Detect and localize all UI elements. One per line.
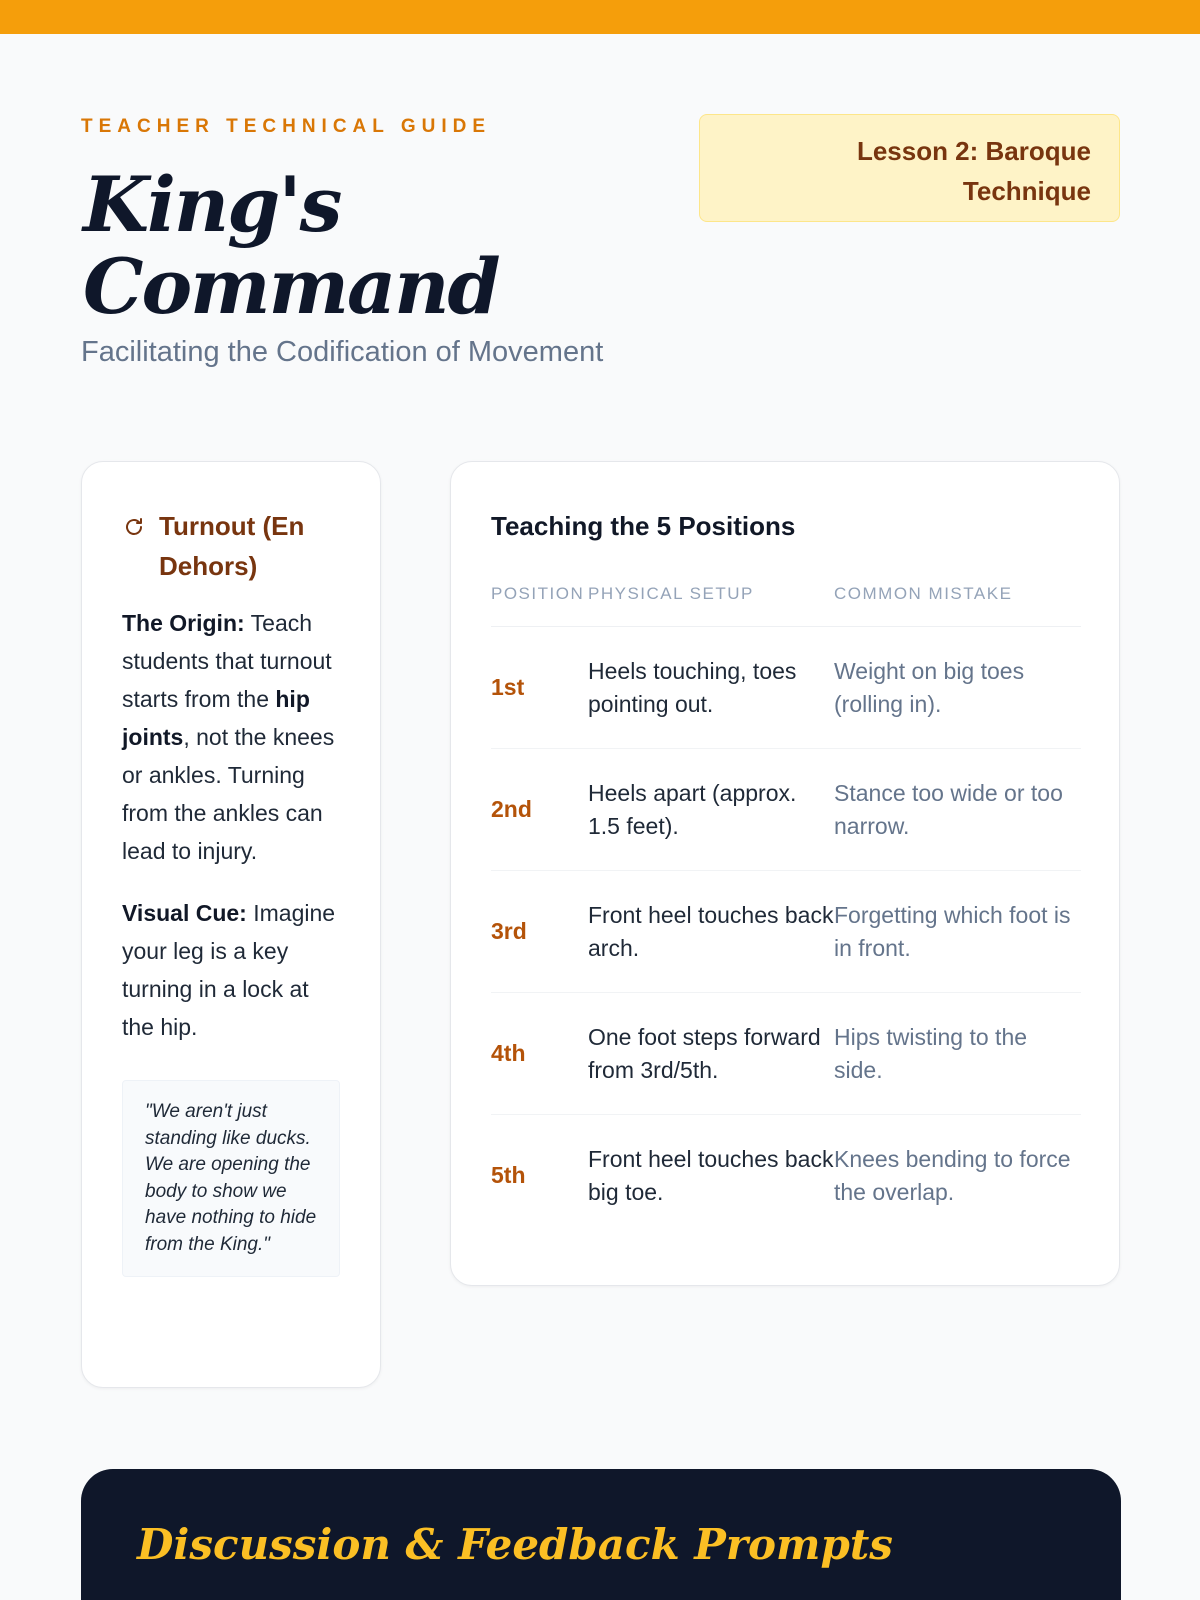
physical-setup: Front heel touches back arch. bbox=[588, 871, 834, 993]
visual-cue-paragraph bbox=[122, 894, 340, 1046]
visual-cue-label: Visual Cue: bbox=[122, 900, 247, 926]
page-subtitle: Facilitating the Codification of Movement bbox=[81, 336, 604, 368]
page-title: King's Command bbox=[83, 160, 499, 331]
common-mistake: Stance too wide or too narrow. bbox=[834, 749, 1081, 871]
table-header-row bbox=[491, 574, 1081, 627]
top-accent-bar bbox=[0, 0, 1200, 34]
position-number: 1st bbox=[491, 627, 588, 749]
discussion-prompts-title: Discussion & Feedback Prompts bbox=[137, 1520, 893, 1569]
table-row bbox=[491, 749, 1081, 871]
turnout-card-header bbox=[122, 506, 340, 586]
positions-card-title: Teaching the 5 Positions bbox=[491, 511, 796, 541]
common-mistake: Knees bending to force the overlap. bbox=[834, 1145, 1071, 1205]
column-header-setup: PHYSICAL SETUP bbox=[588, 574, 834, 627]
common-mistake: Forgetting which foot is in front. bbox=[834, 871, 1081, 993]
table-row bbox=[491, 993, 1081, 1115]
physical-setup: One foot steps forward from 3rd/5th. bbox=[588, 993, 834, 1115]
column-header-mistake: COMMON MISTAKE bbox=[834, 574, 1081, 627]
header bbox=[81, 112, 1121, 402]
discussion-prompts-panel bbox=[81, 1469, 1121, 1600]
origin-text-1: Teach students that turnout starts from the bbox=[122, 610, 332, 712]
turnout-card-title: Turnout (En Dehors) bbox=[159, 511, 305, 581]
position-number: 4th bbox=[491, 993, 588, 1115]
position-number: 3rd bbox=[491, 871, 588, 993]
origin-paragraph bbox=[122, 604, 340, 870]
physical-setup: Heels apart (approx. 1.5 feet). bbox=[588, 749, 834, 871]
common-mistake: Weight on big toes (rolling in). bbox=[834, 627, 1081, 749]
refresh-icon bbox=[122, 515, 146, 539]
position-number: 5th bbox=[491, 1162, 526, 1189]
lesson-badge: Lesson 2: Baroque Technique bbox=[699, 114, 1120, 222]
common-mistake: Hips twisting to the side. bbox=[834, 993, 1081, 1115]
physical-setup: Front heel touches back big toe. bbox=[588, 1145, 834, 1205]
physical-setup: Heels touching, toes pointing out. bbox=[588, 627, 834, 749]
origin-label: The Origin: bbox=[122, 610, 245, 636]
table-row bbox=[491, 871, 1081, 993]
column-header-position: POSITION bbox=[491, 574, 588, 627]
visual-cue-text: Imagine your leg is a key turning in a lock at the hip. bbox=[122, 900, 336, 1040]
positions-card bbox=[450, 461, 1120, 1286]
origin-emphasis: hip joints bbox=[122, 686, 310, 750]
table-row bbox=[491, 627, 1081, 749]
positions-table bbox=[491, 574, 1081, 1237]
table-row bbox=[491, 1115, 1081, 1237]
turnout-card bbox=[81, 461, 381, 1388]
eyebrow-label: TEACHER TECHNICAL GUIDE bbox=[81, 116, 491, 137]
turnout-quote: "We aren't just standing like ducks. We are opening the body to show we have nothing to hide from the King." bbox=[122, 1080, 340, 1277]
position-number: 2nd bbox=[491, 749, 588, 871]
origin-text-2: , not the knees or ankles. Turning from the ankles can lead to injury. bbox=[122, 724, 335, 864]
